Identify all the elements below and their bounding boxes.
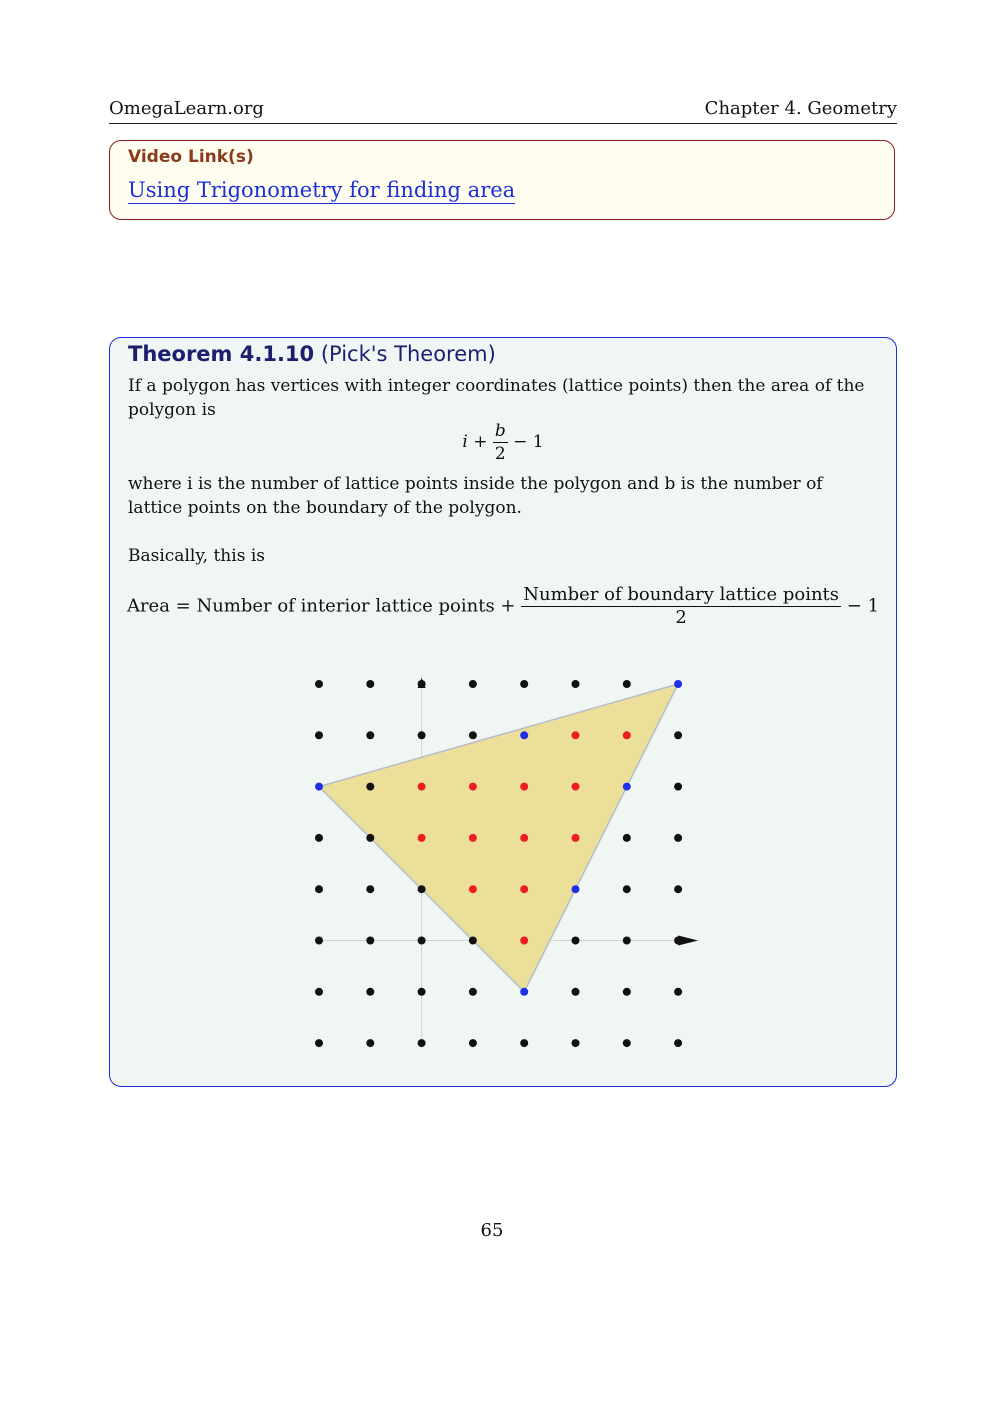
lattice-point bbox=[623, 834, 631, 842]
interior-point bbox=[418, 783, 426, 791]
lattice-point bbox=[366, 783, 374, 791]
lattice-figure bbox=[300, 658, 720, 1078]
interior-point bbox=[469, 783, 477, 791]
lattice-point bbox=[674, 937, 682, 945]
interior-point bbox=[520, 885, 528, 893]
lattice-point bbox=[315, 731, 323, 739]
lattice-point bbox=[674, 1039, 682, 1047]
area-numerator: Number of boundary lattice points bbox=[523, 584, 840, 605]
lattice-point bbox=[315, 1039, 323, 1047]
area-tail: − 1 bbox=[846, 595, 880, 617]
lattice-point bbox=[469, 680, 477, 688]
lattice-point bbox=[674, 834, 682, 842]
area-lhs: Area = Number of interior lattice points + bbox=[126, 595, 516, 617]
lattice-point bbox=[572, 937, 580, 945]
area-denominator: 2 bbox=[675, 607, 687, 628]
lattice-point bbox=[418, 1039, 426, 1047]
picks-formula bbox=[110, 420, 896, 465]
lattice-point bbox=[674, 885, 682, 893]
boundary-point bbox=[674, 680, 682, 688]
interior-point bbox=[520, 783, 528, 791]
formula-i: i bbox=[462, 432, 468, 452]
interior-point bbox=[572, 731, 580, 739]
lattice-point bbox=[623, 680, 631, 688]
lattice-point bbox=[315, 937, 323, 945]
lattice-point bbox=[418, 680, 426, 688]
lattice-point bbox=[366, 937, 374, 945]
lattice-point bbox=[366, 885, 374, 893]
boundary-point bbox=[572, 885, 580, 893]
lattice-point bbox=[572, 988, 580, 996]
chapter-title: Chapter 4. Geometry bbox=[704, 98, 897, 119]
lattice-point bbox=[572, 1039, 580, 1047]
lattice-point bbox=[674, 731, 682, 739]
boundary-point bbox=[623, 783, 631, 791]
lattice-point bbox=[623, 885, 631, 893]
theorem-intro: If a polygon has vertices with integer coordinates (lattice points) then the area of the polygon is bbox=[128, 376, 865, 420]
area-equation bbox=[110, 584, 896, 629]
video-link[interactable]: Using Trigonometry for finding area bbox=[128, 178, 516, 202]
lattice-point bbox=[366, 731, 374, 739]
formula-fraction bbox=[493, 420, 508, 465]
video-links-box bbox=[109, 140, 895, 220]
lattice-point bbox=[418, 885, 426, 893]
boundary-point bbox=[520, 988, 528, 996]
lattice-point bbox=[469, 937, 477, 945]
lattice-point bbox=[572, 680, 580, 688]
interior-point bbox=[469, 885, 477, 893]
interior-point bbox=[520, 834, 528, 842]
interior-point bbox=[623, 731, 631, 739]
lattice-point bbox=[469, 988, 477, 996]
video-box-title: Video Link(s) bbox=[128, 147, 254, 167]
basically-text: Basically, this is bbox=[128, 546, 265, 566]
lattice-point bbox=[674, 988, 682, 996]
where-text: where i is the number of lattice points inside the polygon and b is the number of lattice points on the boundary of the polygon. bbox=[128, 474, 823, 518]
lattice-point bbox=[418, 731, 426, 739]
lattice-point bbox=[623, 1039, 631, 1047]
theorem-box bbox=[109, 337, 897, 1087]
interior-point bbox=[520, 937, 528, 945]
lattice-point bbox=[623, 988, 631, 996]
area-fraction bbox=[521, 584, 841, 629]
boundary-point bbox=[315, 783, 323, 791]
lattice-point bbox=[315, 834, 323, 842]
page-number: 65 bbox=[480, 1220, 504, 1241]
lattice-point bbox=[366, 834, 374, 842]
lattice-point bbox=[366, 680, 374, 688]
theorem-title bbox=[128, 342, 496, 366]
lattice-point bbox=[315, 988, 323, 996]
page-header bbox=[109, 98, 897, 124]
interior-point bbox=[469, 834, 477, 842]
interior-point bbox=[418, 834, 426, 842]
lattice-point bbox=[520, 680, 528, 688]
lattice-point bbox=[315, 680, 323, 688]
lattice-point bbox=[366, 988, 374, 996]
lattice-point bbox=[520, 1039, 528, 1047]
interior-point bbox=[572, 783, 580, 791]
site-name: OmegaLearn.org bbox=[109, 98, 264, 119]
formula-plus: + bbox=[473, 432, 488, 452]
formula-b: b bbox=[494, 421, 506, 441]
formula-two: 2 bbox=[494, 444, 506, 464]
lattice-point bbox=[674, 783, 682, 791]
lattice-point bbox=[366, 1039, 374, 1047]
lattice-point bbox=[418, 988, 426, 996]
lattice-point bbox=[418, 937, 426, 945]
formula-minus-one: − 1 bbox=[513, 432, 544, 452]
lattice-point bbox=[315, 885, 323, 893]
lattice-point bbox=[469, 731, 477, 739]
lattice-point bbox=[469, 1039, 477, 1047]
theorem-name: (Pick's Theorem) bbox=[320, 342, 496, 366]
theorem-number: Theorem 4.1.10 bbox=[128, 342, 315, 366]
boundary-point bbox=[520, 731, 528, 739]
interior-point bbox=[572, 834, 580, 842]
lattice-point bbox=[623, 937, 631, 945]
